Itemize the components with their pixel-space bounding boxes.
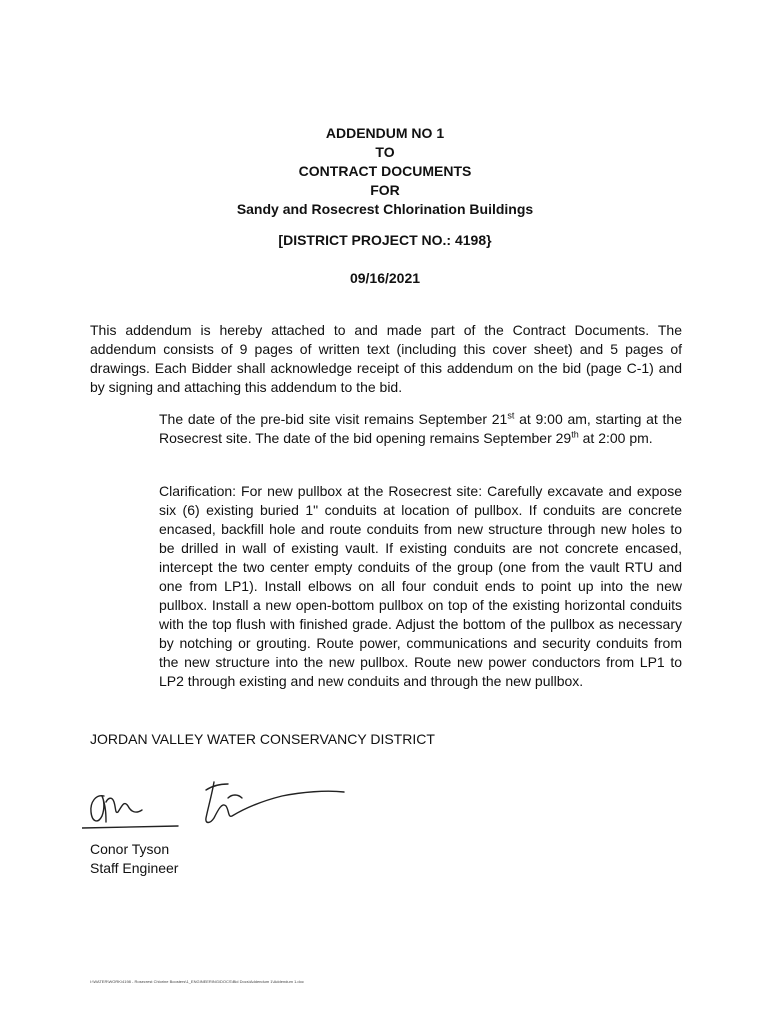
- site-visit-text-a: The date of the pre-bid site visit remains September 21: [159, 411, 508, 427]
- intro-paragraph: This addendum is hereby attached to and made part of the Contract Documents. The addendum consists of 9 pages of written text (including this cover sheet) and 5 pages of drawings. Each Bidder shall acknowledge receipt of this addendum on the bid (page C-1) and by signing and attaching this addendum to the bid.: [90, 322, 682, 395]
- handwritten-signature: [82, 772, 362, 836]
- title-line-to: TO: [375, 144, 395, 160]
- title-line-project-name: Sandy and Rosecrest Chlorination Buildings: [236, 201, 534, 217]
- site-visit-text-b: at 9:00 am, starting at the Rosecrest site. The date of the bid opening remains September 29: [159, 411, 683, 446]
- site-visit-suffix-th: th: [571, 429, 579, 440]
- title-line-for: FOR: [370, 182, 400, 198]
- clarification-item: Clarification: For new pullbox at the Rosecrest site: Carefully excavate and expose six (6) existing buried 1" conduits at location of pullbox. If conduits are concrete encased, backfill hole and route conduits from new structure through new holes to be drilled in wall of existing vault. If existing conduits are not concrete encased, intercept the two center empty conduits of the group (one from the vault RTU and one from LP1). Install elbows on all four conduit ends to point up into the new pullbox. Install a new open-bottom pullbox on top of the existing horizontal conduits with the top flush with finished grade. Adjust the bottom of the pullbox as necessary by notching or grouting. Route power, communications and security conduits from the new structure into the new pullbox. Route new power conductors from LP1 to LP2 through existing and new conduits and through the new pullbox.: [159, 483, 682, 689]
- addendum-date: 09/16/2021: [349, 270, 421, 286]
- signer-title: Staff Engineer: [90, 860, 179, 876]
- signer-name: Conor Tyson: [90, 841, 170, 857]
- site-visit-text-c: at 2:00 pm.: [578, 430, 653, 446]
- site-visit-suffix-st: st: [507, 410, 515, 421]
- signer-block: [90, 840, 178, 878]
- footer-file-path: I:\WATER\WORK\4198 - Rosecrest Chlorine Boosters\1_ENGINEERING\DOCS\Bid Docs\Addendum 1\Addendum 1.doc: [90, 979, 304, 984]
- district-project-number: [DISTRICT PROJECT NO.: 4198}: [278, 232, 492, 248]
- title-line-contract-documents: CONTRACT DOCUMENTS: [298, 163, 472, 179]
- addendum-title-block: [0, 124, 770, 219]
- title-line-addendum: ADDENDUM NO 1: [325, 125, 445, 141]
- organization-name: JORDAN VALLEY WATER CONSERVANCY DISTRICT: [90, 731, 435, 747]
- site-visit-item: [159, 410, 682, 448]
